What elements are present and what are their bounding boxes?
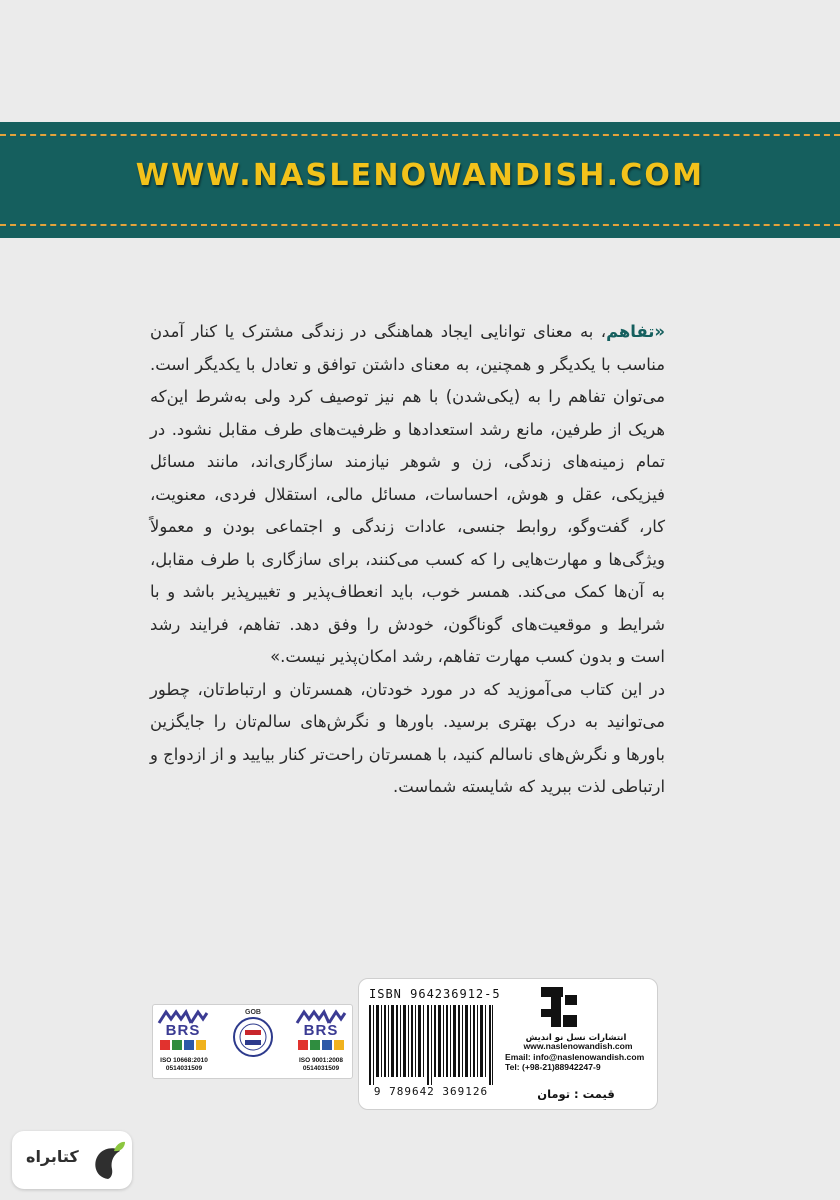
publisher-tel: Tel: (+98-21)88942247-9: [505, 1062, 601, 1072]
iso-label-left: [153, 1057, 215, 1073]
ketabrah-badge[interactable]: [12, 1131, 132, 1189]
brs-color-squares-left: [157, 1040, 209, 1050]
description-paragraph-2: در این کتاب می‌آموزید که در مورد خودتان، همسرتان و ارتباط‌تان، چطور می‌توانید به درک بهتری برسید. باورها و نگرش‌های سالم‌تان را جایگزین باورها و نگرش‌های ناسالم کنید، با همسرتان راحت‌تر کنار بیایید و از ازدواج و ارتباطی لذت ببرید که شایسته شماست.: [150, 679, 665, 796]
description-paragraph-1: [150, 316, 665, 674]
gob-label: GOB: [245, 1009, 261, 1016]
website-url: WWW.NASLENOWANDISH.COM: [135, 158, 705, 193]
price-label: قیمت : تومان: [537, 1087, 615, 1101]
brs-color-squares-right: [295, 1040, 347, 1050]
publisher-website: www.naslenowandish.com: [523, 1041, 633, 1051]
brs-logo-right: [295, 1009, 347, 1050]
website-banner: [0, 122, 840, 238]
brs-brand-right: BRS: [303, 1022, 339, 1039]
banner-dashed-line-top: [0, 134, 840, 136]
iso-label-right: [290, 1057, 352, 1073]
iso-code-right: 0514031509: [302, 1065, 340, 1072]
banner-dashed-line-bottom: [0, 224, 840, 226]
ketabrah-label: کتابراه: [26, 1147, 79, 1166]
gob-seal: [225, 1009, 281, 1062]
barcode-digits: 9 789642 369126: [373, 1085, 489, 1098]
keyword-tafahom: «تفاهم: [606, 322, 665, 341]
isbn-number: ISBN 964236912-5: [369, 987, 501, 1001]
gob-seal-icon: [225, 1016, 281, 1058]
paragraph-1-text: ، به معنای توانایی ایجاد هماهنگی در زندگی مشترک یا کنار آمدن مناسب با یکدیگر و همچنین، به معنای داشتن توافق و تعادل با یکدیگر است. می‌توان تفاهم را به (یکی‌شدن) با هم نیز توصیف کرد ولی به‌شرط این‌که هریک از طرفین، مانع رشد استعدادها و ظرفیت‌های طرف مقابل نشود. در تمام زمینه‌های زندگی، زن و شوهر نیازمند سازگاری‌اند، مانند مسائل فیزیکی، عقل و هوش، احساسات، مسائل مالی، استقلال فردی، معنویت، کار، گفت‌وگو، روابط جنسی، عادات زندگی و اجتماعی بودن و معمولاً ویژگی‌ها و مهارت‌هایی را که کسب می‌کنند، برای سازگاری با طرف مقابل، به آن‌ها کمک می‌کند. همسر خوب، باید انعطاف‌پذیر و تغییرپذیر باشد و با شرایط و موقعیت‌های گوناگون، خودش را وفق دهد. تفاهم، فرایند رشد است و بدون کسب مهارت تفاهم، رشد امکان‌پذیر نیست.»: [150, 322, 665, 666]
iso-code-left: 0514031509: [165, 1065, 203, 1072]
book-description: [150, 316, 665, 804]
brs-logo-left: [157, 1009, 209, 1050]
barcode-icon: [367, 1005, 495, 1085]
certification-logos: [152, 1004, 353, 1079]
publisher-contact: [505, 1041, 651, 1073]
publisher-email: Email: info@naslenowandish.com: [505, 1051, 645, 1062]
iso-standard-left: ISO 10668:2010: [160, 1057, 208, 1064]
iso-standard-right: ISO 9001:2008: [298, 1057, 344, 1064]
isbn-card: [358, 978, 658, 1110]
publisher-name: انتشارات نسل نو اندیش: [525, 1033, 627, 1043]
brs-brand-left: BRS: [165, 1022, 201, 1039]
publisher-logo-icon: [537, 985, 581, 1029]
ketabrah-leaf-icon: [90, 1139, 126, 1181]
